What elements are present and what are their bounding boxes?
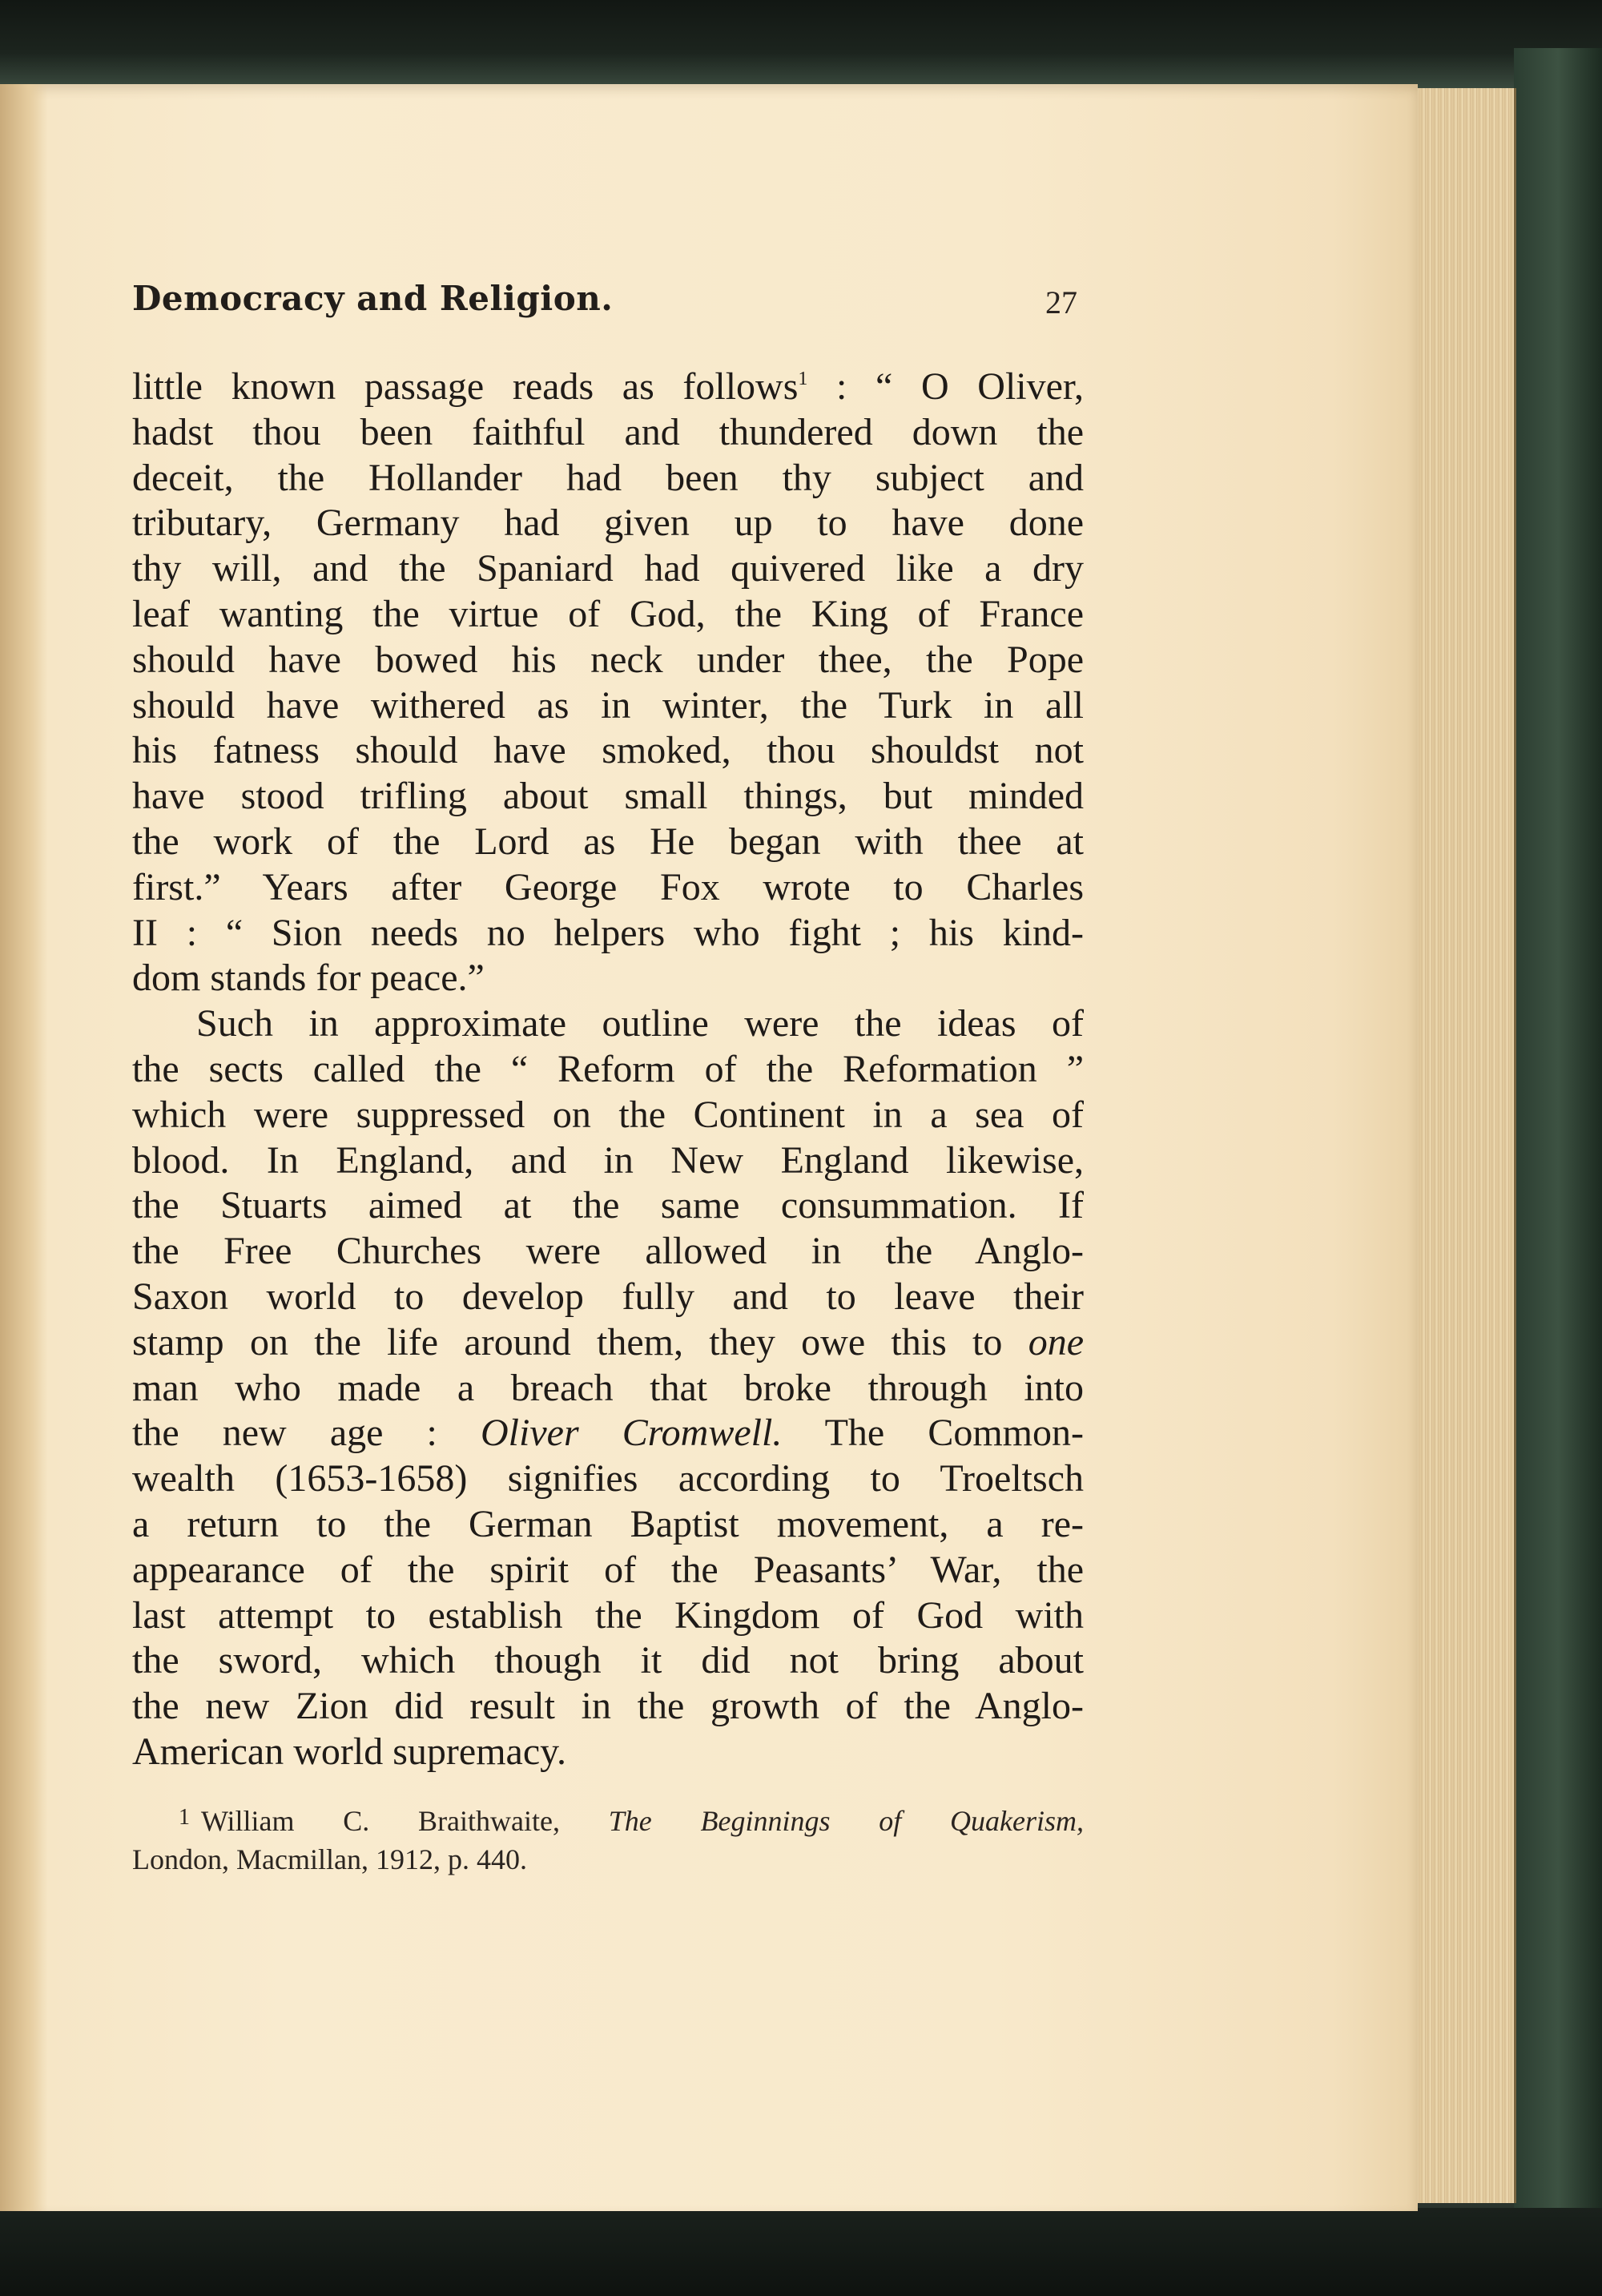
paragraph-1 bbox=[132, 365, 1084, 1001]
text-line: Saxon world to develop fully and to leave their bbox=[132, 1275, 1084, 1318]
text-line: hadst thou been faithful and thundered down the bbox=[132, 410, 1084, 453]
text-line: stamp on the life around them, they owe this to one bbox=[132, 1320, 1084, 1364]
book-cover-right-edge bbox=[1514, 48, 1602, 2296]
text-line: which were suppressed on the Continent in a sea of bbox=[132, 1093, 1084, 1136]
footnote-marker: 1 bbox=[179, 1805, 190, 1830]
text-line: a return to the German Baptist movement, a re- bbox=[132, 1502, 1084, 1545]
text-line: tributary, Germany had given up to have done bbox=[132, 501, 1084, 545]
text-line: II : “ Sion needs no helpers who fight ; his kind- bbox=[132, 911, 1084, 954]
text-line: the new Zion did result in the growth of the Anglo- bbox=[132, 1685, 1084, 1728]
text-line: Such in approximate outline were the ideas of bbox=[196, 1002, 1084, 1045]
running-head: Democracy and Religion. bbox=[132, 279, 614, 318]
page-number: 27 bbox=[1045, 284, 1077, 320]
paragraph-2 bbox=[132, 1001, 1084, 1775]
emphasis-oliver-cromwell: Oliver Cromwell. bbox=[481, 1412, 783, 1455]
text-line: blood. In England, and in New England likewise, bbox=[132, 1138, 1084, 1182]
text-line: the Free Churches were allowed in the Anglo- bbox=[132, 1230, 1084, 1273]
book-cover-bottom-edge bbox=[0, 2208, 1602, 2296]
body-text bbox=[132, 365, 1084, 1775]
text-line: the sects called the “ Reform of the Reformation ” bbox=[132, 1047, 1084, 1090]
text-line: man who made a breach that broke through into bbox=[132, 1366, 1084, 1409]
text-line: have stood trifling about small things, but minded bbox=[132, 775, 1084, 818]
text-line: wealth (1653-1658) signifies according to Troeltsch bbox=[132, 1457, 1084, 1500]
text-line: dom stands for peace.” bbox=[132, 957, 485, 1000]
emphasis-one: one bbox=[1028, 1320, 1084, 1364]
text-line: the work of the Lord as He began with thee at bbox=[132, 820, 1084, 863]
page-header bbox=[132, 279, 1077, 335]
text-line: deceit, the Hollander had been thy subject and bbox=[132, 456, 1084, 499]
text-line: thy will, and the Spaniard had quivered like a dry bbox=[132, 547, 1084, 590]
text-line: should have bowed his neck under thee, the Pope bbox=[132, 638, 1084, 681]
text-line: his fatness should have smoked, thou shouldst not bbox=[132, 729, 1084, 772]
footnote-reference: 1 bbox=[798, 369, 808, 389]
book-cover-top-edge bbox=[0, 0, 1602, 88]
footnote-title: The Beginnings of Quakerism, bbox=[608, 1805, 1084, 1837]
text-line: last attempt to establish the Kingdom of God with bbox=[132, 1593, 1084, 1637]
text-line: the new age : Oliver Cromwell. The Common- bbox=[132, 1412, 1084, 1455]
text-line: should have withered as in winter, the Turk in all bbox=[132, 683, 1084, 727]
text-line: American world supremacy. bbox=[132, 1730, 567, 1773]
footnote-line: London, Macmillan, 1912, p. 440. bbox=[132, 1843, 527, 1875]
text-line: the Stuarts aimed at the same consummation. If bbox=[132, 1184, 1084, 1227]
page-gutter-shadow bbox=[0, 84, 48, 2211]
footnote bbox=[132, 1799, 1084, 1879]
text-line: little known passage reads as follows$^1$ : “ O Oliver, bbox=[132, 365, 1084, 408]
footnote-line: $^1$ William C. Braithwaite, The Beginnings of Quakerism, bbox=[179, 1805, 1084, 1837]
text-line: the sword, which though it did not bring about bbox=[132, 1639, 1084, 1682]
text-line: first.” Years after George Fox wrote to Charles bbox=[132, 865, 1084, 908]
text-line: appearance of the spirit of the Peasants’ War, the bbox=[132, 1548, 1084, 1591]
text-line: leaf wanting the virtue of God, the King of France bbox=[132, 592, 1084, 635]
